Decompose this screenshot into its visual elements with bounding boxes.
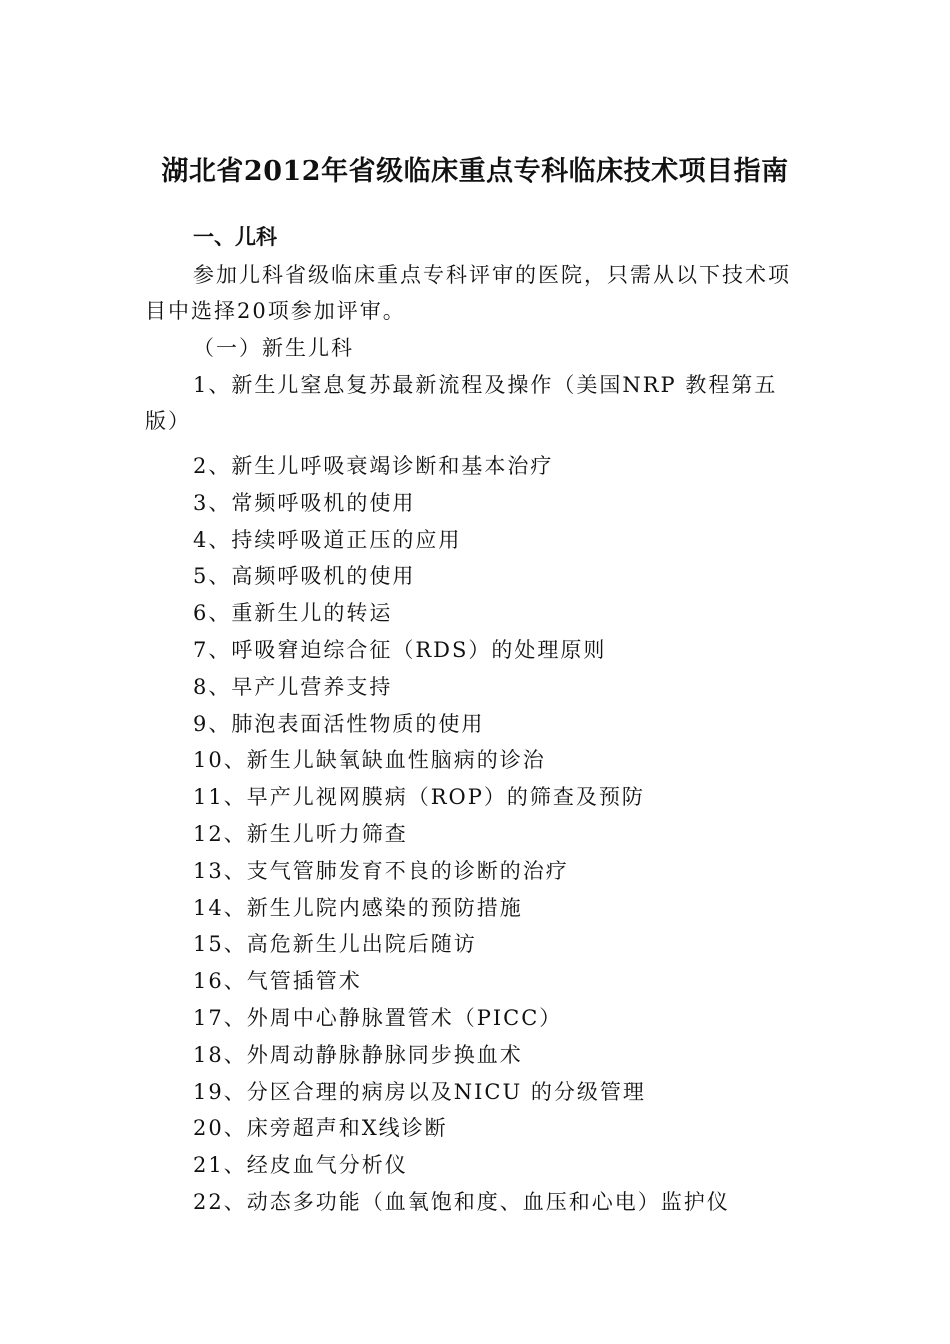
list-item: 12、新生儿听力筛查 <box>193 821 408 846</box>
list-item: 8、早产儿营养支持 <box>193 674 393 699</box>
intro-paragraph: 参加儿科省级临床重点专科评审的医院，只需从以下技术项目中选择20项参加评审。 <box>145 263 791 323</box>
list-item: 11、早产儿视网膜病（ROP）的筛查及预防 <box>193 785 645 810</box>
list-item: 2、新生儿呼吸衰竭诊断和基本治疗 <box>193 454 554 478</box>
document-title: 湖北省2012年省级临床重点专科临床技术项目指南 <box>161 156 789 187</box>
list-item: 21、经皮血气分析仪 <box>193 1153 408 1178</box>
list-item: 14、新生儿院内感染的预防措施 <box>193 895 523 920</box>
list-item: 20、床旁超声和X线诊断 <box>193 1116 448 1141</box>
technique-list <box>145 367 805 1221</box>
list-item: 16、气管插管术 <box>193 969 362 994</box>
list-item: 10、新生儿缺氧缺血性脑病的诊治 <box>193 748 546 773</box>
list-item: 6、重新生儿的转运 <box>193 601 393 626</box>
list-item: 3、常频呼吸机的使用 <box>193 490 416 515</box>
list-item: 19、分区合理的病房以及NICU 的分级管理 <box>193 1079 646 1104</box>
list-item: 5、高频呼吸机的使用 <box>193 564 416 589</box>
list-item: 4、持续呼吸道正压的应用 <box>193 527 462 552</box>
subsection-heading: （一）新生儿科 <box>193 336 354 360</box>
list-item: 7、呼吸窘迫综合征（RDS）的处理原则 <box>193 637 607 662</box>
list-item: 9、肺泡表面活性物质的使用 <box>193 711 485 736</box>
list-item: 15、高危新生儿出院后随访 <box>193 932 477 957</box>
list-item: 1、新生儿窒息复苏最新流程及操作（美国NRP 教程第五版） <box>145 373 778 433</box>
section-heading: 一、儿科 <box>193 225 277 249</box>
list-item: 22、动态多功能（血氧饱和度、血压和心电）监护仪 <box>193 1189 730 1214</box>
list-item: 13、支气管肺发育不良的诊断的治疗 <box>193 858 569 883</box>
list-item: 18、外周动静脉静脉同步换血术 <box>193 1042 523 1067</box>
list-item: 17、外周中心静脉置管术（PICC） <box>193 1005 563 1030</box>
